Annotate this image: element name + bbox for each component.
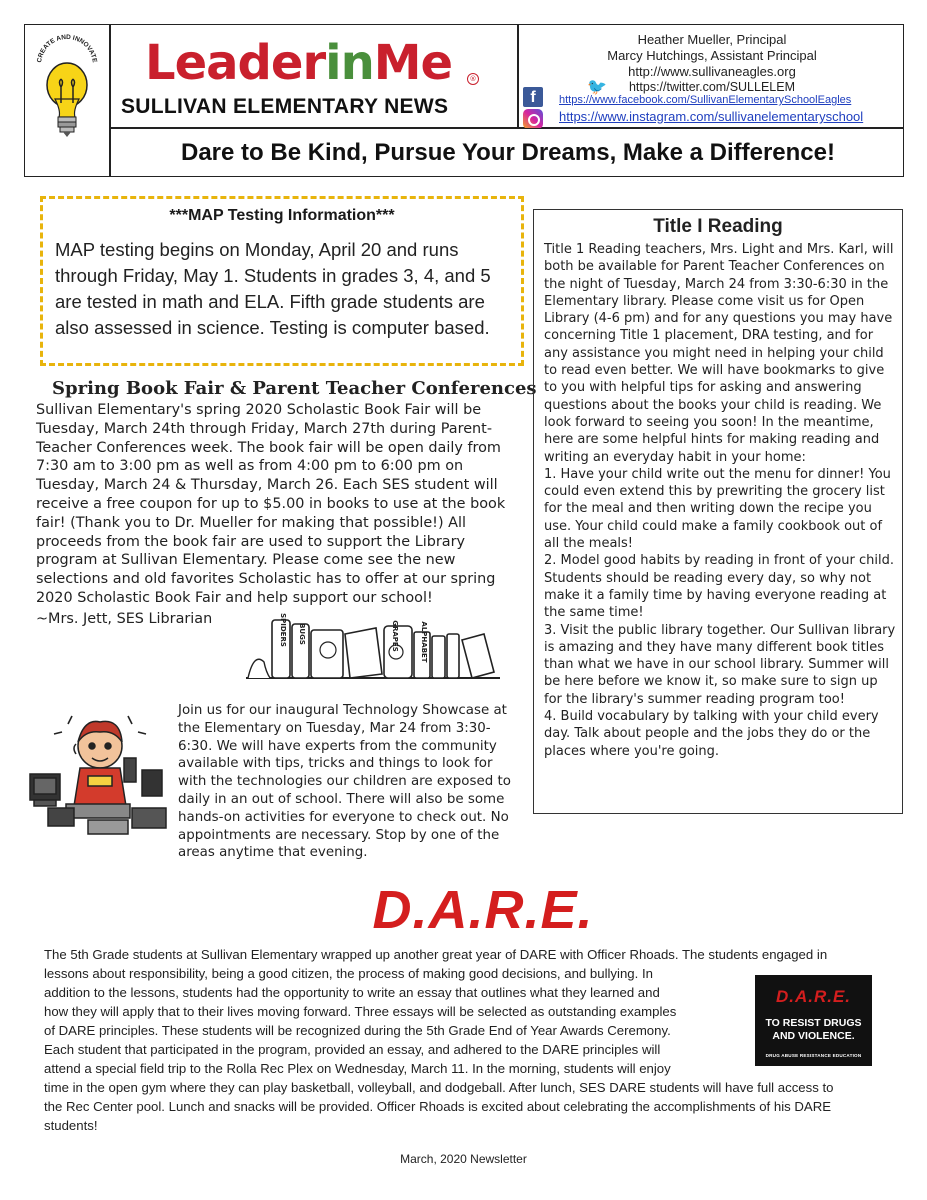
dare-badge xyxy=(755,975,872,1066)
title-one-reading-box xyxy=(533,209,903,814)
book-spine-bugs: BUGS xyxy=(298,623,306,645)
contact-panel xyxy=(518,24,904,128)
title-one-tip-2: 2. Model good habits by reading in front of your child. Students should be reading every day, so why not make it a family time by having everyone reading at the same time! xyxy=(544,553,894,621)
facebook-icon[interactable]: f xyxy=(523,87,543,107)
leader-in-me-wordmark xyxy=(145,35,452,91)
newsletter-footer: March, 2020 Newsletter xyxy=(400,1152,527,1166)
brand-in: in xyxy=(325,35,374,91)
dare-badge-message xyxy=(755,1017,872,1043)
dare-badge-logo: D.A.R.E. xyxy=(775,987,852,1006)
brand-me: Me xyxy=(373,35,453,91)
twitter-icon[interactable]: 🐦 xyxy=(587,77,607,96)
assistant-principal-name: Marcy Hutchings, Assistant Principal xyxy=(607,48,817,63)
map-testing-box xyxy=(40,196,524,366)
dare-badge-line-1: TO RESIST DRUGS xyxy=(765,1017,862,1029)
dare-line: of DARE principles. These students will be recognized during the 5th Grade End of Year Awards Ceremony. xyxy=(44,1023,671,1038)
dare-line: students! xyxy=(44,1118,98,1133)
principal-name: Heather Mueller, Principal xyxy=(637,32,787,47)
logo-caption: CREATE AND INNOVATE xyxy=(36,33,98,64)
instagram-link[interactable]: https://www.instagram.com/sullivanelementaryschool xyxy=(559,109,864,124)
map-testing-title: ***MAP Testing Information*** xyxy=(169,207,395,224)
title-one-body xyxy=(544,241,898,760)
leader-in-me-lightbulb-logo xyxy=(24,24,110,177)
school-motto: Dare to Be Kind, Pursue Your Dreams, Make a Difference! xyxy=(181,139,835,166)
title-one-tip-1: 1. Have your child write out the menu for dinner! You could even extend this by prewriting the grocery list for the meal and then writing down the recipe you use. Your child could make a family cookbook out of all the meals! xyxy=(544,466,891,552)
title-one-tip-3: 3. Visit the public library together. Our Sullivan library is amazing and they have many different book titles than what we have in our school library. Summer will be here before we know it, so make sure to sign up for the library's summer reading program too! xyxy=(544,622,896,707)
book-fair-title: Spring Book Fair & Parent Teacher Conferences xyxy=(52,378,537,399)
kid-with-gadgets-illustration xyxy=(28,712,174,840)
title-one-paragraph: Title 1 Reading teachers, Mrs. Light and Mrs. Karl, will both be available for Parent Teacher Conferences on the night of Tuesday, March 24 from 3:30-6:30 in the Elementary library. Please come visit us for Open Library (4-6 pm) and for any questions you may have concerning Title 1 placement, DRA testing, and for any assistance you might need in helping your child to read even better. We will have bookmarks to give to you with helpful tips for asking and answering questions about the books your child is reading. We look forward to seeing you soon! In the meantime, here are some helpful hints for making reading and writing an everyday habit in your home: xyxy=(544,242,894,465)
tech-showcase-body: Join us for our inaugural Technology Showcase at the Elementary on Tuesday, Mar 24 from 3:30-6:30. We will have experts from the community available with tips, tricks and things to look for with the technologies our children are exposed to daily in an out of school. There will also be some hands-on activities for everyone to check out. No appointments are necessary. Stop by one of the areas anytime that evening. xyxy=(178,703,511,861)
dare-logo xyxy=(372,872,594,940)
dare-line: time in the open gym where they can play basketball, volleyball, and dodgeball. After lunch, SES DARE students will have full access to xyxy=(44,1080,834,1095)
dare-line: attend a special field trip to the Rolla Rec Plex on Wednesday, March 11. In the morning, students will enjoy xyxy=(44,1061,671,1076)
instagram-icon[interactable] xyxy=(523,109,543,129)
newsletter-title: SULLIVAN ELEMENTARY NEWS xyxy=(121,95,449,118)
dare-badge-line-2: AND VIOLENCE. xyxy=(772,1030,855,1042)
registered-mark: ® xyxy=(467,73,479,85)
book-fair-signature: ~Mrs. Jett, SES Librarian xyxy=(36,611,213,627)
books-illustration xyxy=(244,612,502,684)
twitter-link[interactable]: https://twitter.com/SULLELEM xyxy=(628,80,796,94)
book-spine-grapes: GRAPES xyxy=(391,620,399,652)
dare-line: Each student that participated in the program, provided an essay, and adhered to the DARE principles will xyxy=(44,1042,661,1057)
dare-badge-subtitle: DRUG ABUSE RESISTANCE EDUCATION xyxy=(765,1053,862,1058)
facebook-link[interactable]: https://www.facebook.com/SullivanElementarySchoolEagles xyxy=(559,94,852,106)
website-link[interactable]: http://www.sullivaneagles.org xyxy=(628,64,796,79)
dare-logo-text: D.A.R.E. xyxy=(372,880,594,940)
dare-line: addition to the lessons, students had the opportunity to write an essay that outlines what they learned and xyxy=(44,985,660,1000)
dare-line: The 5th Grade students at Sullivan Elementary wrapped up another great year of DARE with Officer Rhoads. The students engaged in xyxy=(44,947,828,962)
book-fair-body: Sullivan Elementary's spring 2020 Scholastic Book Fair will be Tuesday, March 24th through Friday, March 27th during Parent-Teacher Conferences week. The book fair will be open daily from 7:30 am to 3:00 pm as well as from 4:00 pm to 6:00 pm on Tuesday, March 24 & Thursday, March 26. Each SES student will receive a free coupon for up to $5.00 in books to use at the book fair! (Thank you to Dr. Mueller for making that possible!) All proceeds from the book fair are used to support the Library program at Sullivan Elementary. Please come see the new selections and old favorites Scholastic has to offer at our spring 2020 Scholastic Book Fair and help support our school! xyxy=(36,402,506,606)
lightbulb-icon xyxy=(25,25,109,176)
dare-line: how they will apply that to their lives moving forward. Three essays will be selected as outstanding examples xyxy=(44,1004,677,1019)
motto-banner xyxy=(110,128,904,177)
book-spine-spiders: SPIDERS xyxy=(279,613,287,647)
dare-line: lessons about responsibility, being a good citizen, the process of making good decisions, and bullying. In xyxy=(44,966,653,981)
dare-line: the Rec Center pool. Lunch and snacks will be provided. Officer Rhoads is excited about celebrating the accomplishments of his DARE xyxy=(44,1099,832,1114)
title-one-tip-4: 4. Build vocabulary by talking with your child every day. Talk about people and the jobs they do or the places where you're going. xyxy=(544,709,879,759)
map-testing-body: MAP testing begins on Monday, April 20 and runs through Friday, May 1. Students in grades 3, 4, and 5 are tested in math and ELA. Fifth grade students are also assessed in science. Testing is computer based. xyxy=(55,239,491,338)
brand-leader: Leader xyxy=(145,35,326,91)
book-spine-alphabet: ALPHABET xyxy=(420,621,428,663)
masthead-title-panel xyxy=(110,24,518,128)
title-one-heading: Title I Reading xyxy=(653,216,783,237)
